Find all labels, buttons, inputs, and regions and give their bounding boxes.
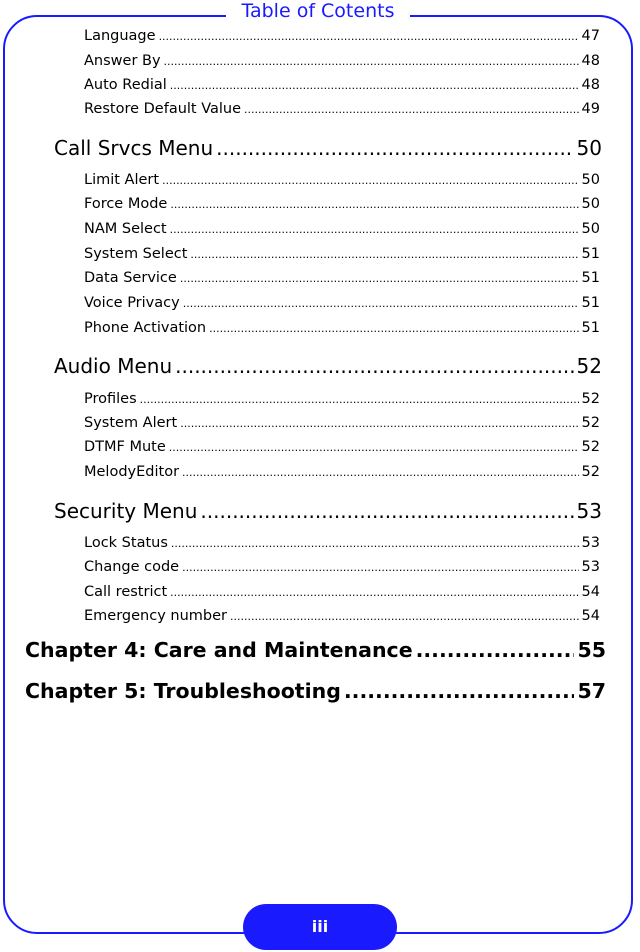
toc-entry-auto-redial[interactable] xyxy=(84,75,600,95)
toc-entry-label: Emergency number xyxy=(84,608,227,624)
toc-entry-label: System Alert xyxy=(84,415,178,431)
toc-entry-label: Auto Redial xyxy=(84,77,167,93)
toc-entry-lock-status[interactable] xyxy=(84,533,600,553)
dot-leader xyxy=(180,269,579,289)
toc-entry-page: 47 xyxy=(581,28,600,44)
toc-entry-emergency-number[interactable] xyxy=(84,606,600,626)
toc-entry-call-restrict[interactable] xyxy=(84,582,600,602)
toc-entry-page: 52 xyxy=(581,415,600,431)
toc-entry-page: 50 xyxy=(581,196,600,212)
toc-entry-page: 51 xyxy=(581,320,600,336)
dot-leader xyxy=(182,558,578,578)
dot-leader xyxy=(170,583,578,603)
toc-entry-label: System Select xyxy=(84,246,188,262)
dot-leader xyxy=(230,607,579,627)
toc-chapter-page: 55 xyxy=(577,638,606,662)
toc-chapter-label: Chapter 4: Care and Maintenance xyxy=(25,638,413,662)
toc-entry-page: 52 xyxy=(581,464,600,480)
dot-leader xyxy=(344,676,575,706)
toc-entry-page: 52 xyxy=(581,439,600,455)
toc-entry-voice-privacy[interactable] xyxy=(84,293,600,313)
toc-entry-restore-default[interactable] xyxy=(84,99,600,119)
dot-leader xyxy=(162,171,578,191)
dot-leader xyxy=(180,414,578,434)
page-title: Table of Cotents xyxy=(226,0,410,22)
toc-section-security-menu[interactable] xyxy=(54,497,602,525)
toc-entry-dtmf-mute[interactable] xyxy=(84,437,600,457)
dot-leader xyxy=(209,319,578,339)
toc-entry-label: NAM Select xyxy=(84,221,167,237)
toc-entry-label: Force Mode xyxy=(84,196,168,212)
toc-section-label: Security Menu xyxy=(54,499,198,523)
dot-leader xyxy=(244,100,579,120)
toc-entry-system-alert[interactable] xyxy=(84,413,600,433)
toc-entry-page: 50 xyxy=(581,172,600,188)
dot-leader xyxy=(216,134,573,162)
dot-leader xyxy=(170,195,578,215)
toc-entry-label: Call restrict xyxy=(84,584,168,600)
toc-entry-page: 51 xyxy=(581,270,600,286)
dot-leader xyxy=(182,463,579,483)
dot-leader xyxy=(190,245,578,265)
toc-chapter-5[interactable] xyxy=(25,676,606,706)
toc-section-call-srvcs[interactable] xyxy=(54,134,602,162)
toc-entry-page: 48 xyxy=(581,53,600,69)
toc-chapter-4[interactable] xyxy=(25,635,606,665)
dot-leader xyxy=(140,390,579,410)
toc-entry-label: Phone Activation xyxy=(84,320,207,336)
dot-leader xyxy=(183,294,579,314)
toc-entry-label: Profiles xyxy=(84,391,137,407)
toc-entry-page: 48 xyxy=(581,77,600,93)
toc-entry-page: 51 xyxy=(581,246,600,262)
page-number-badge: iii xyxy=(243,904,397,950)
toc-entry-page: 54 xyxy=(581,584,600,600)
dot-leader xyxy=(170,220,579,240)
toc-entry-melody-editor[interactable] xyxy=(84,462,600,482)
toc-section-audio-menu[interactable] xyxy=(54,352,602,380)
toc-entry-profiles[interactable] xyxy=(84,389,600,409)
toc-entry-change-code[interactable] xyxy=(84,557,600,577)
toc-entry-page: 53 xyxy=(581,535,600,551)
toc-entry-language[interactable] xyxy=(84,26,600,46)
toc-entry-page: 54 xyxy=(581,608,600,624)
toc-entry-label: DTMF Mute xyxy=(84,439,166,455)
dot-leader xyxy=(159,27,579,47)
toc-entry-label: Limit Alert xyxy=(84,172,160,188)
toc-entry-label: Language xyxy=(84,28,156,44)
toc-entry-label: Change code xyxy=(84,559,180,575)
toc-entry-label: Lock Status xyxy=(84,535,168,551)
toc-section-page: 52 xyxy=(576,354,602,378)
dot-leader xyxy=(200,497,573,525)
toc-entry-system-select[interactable] xyxy=(84,244,600,264)
toc-entry-page: 53 xyxy=(581,559,600,575)
toc-entry-label: Voice Privacy xyxy=(84,295,180,311)
toc-section-label: Call Srvcs Menu xyxy=(54,136,214,160)
toc-chapter-page: 57 xyxy=(577,679,606,703)
toc-entry-force-mode[interactable] xyxy=(84,194,600,214)
toc-entry-nam-select[interactable] xyxy=(84,219,600,239)
dot-leader xyxy=(171,534,579,554)
dot-leader xyxy=(416,635,575,665)
toc-entry-answer-by[interactable] xyxy=(84,51,600,71)
toc-entry-label: MelodyEditor xyxy=(84,464,180,480)
toc-entry-page: 50 xyxy=(581,221,600,237)
toc-entry-label: Data Service xyxy=(84,270,177,286)
toc-section-page: 53 xyxy=(576,499,602,523)
toc-entry-page: 51 xyxy=(581,295,600,311)
toc-section-label: Audio Menu xyxy=(54,354,173,378)
dot-leader xyxy=(164,52,579,72)
dot-leader xyxy=(170,76,579,96)
toc-entry-phone-activation[interactable] xyxy=(84,318,600,338)
dot-leader xyxy=(175,352,573,380)
toc-entry-page: 52 xyxy=(581,391,600,407)
toc-entry-limit-alert[interactable] xyxy=(84,170,600,190)
toc-entry-page: 49 xyxy=(581,101,600,117)
toc-entry-label: Restore Default Value xyxy=(84,101,242,117)
toc-entry-label: Answer By xyxy=(84,53,161,69)
toc-chapter-label: Chapter 5: Troubleshooting xyxy=(25,679,341,703)
toc-section-page: 50 xyxy=(576,136,602,160)
dot-leader xyxy=(169,438,579,458)
toc-entry-data-service[interactable] xyxy=(84,268,600,288)
